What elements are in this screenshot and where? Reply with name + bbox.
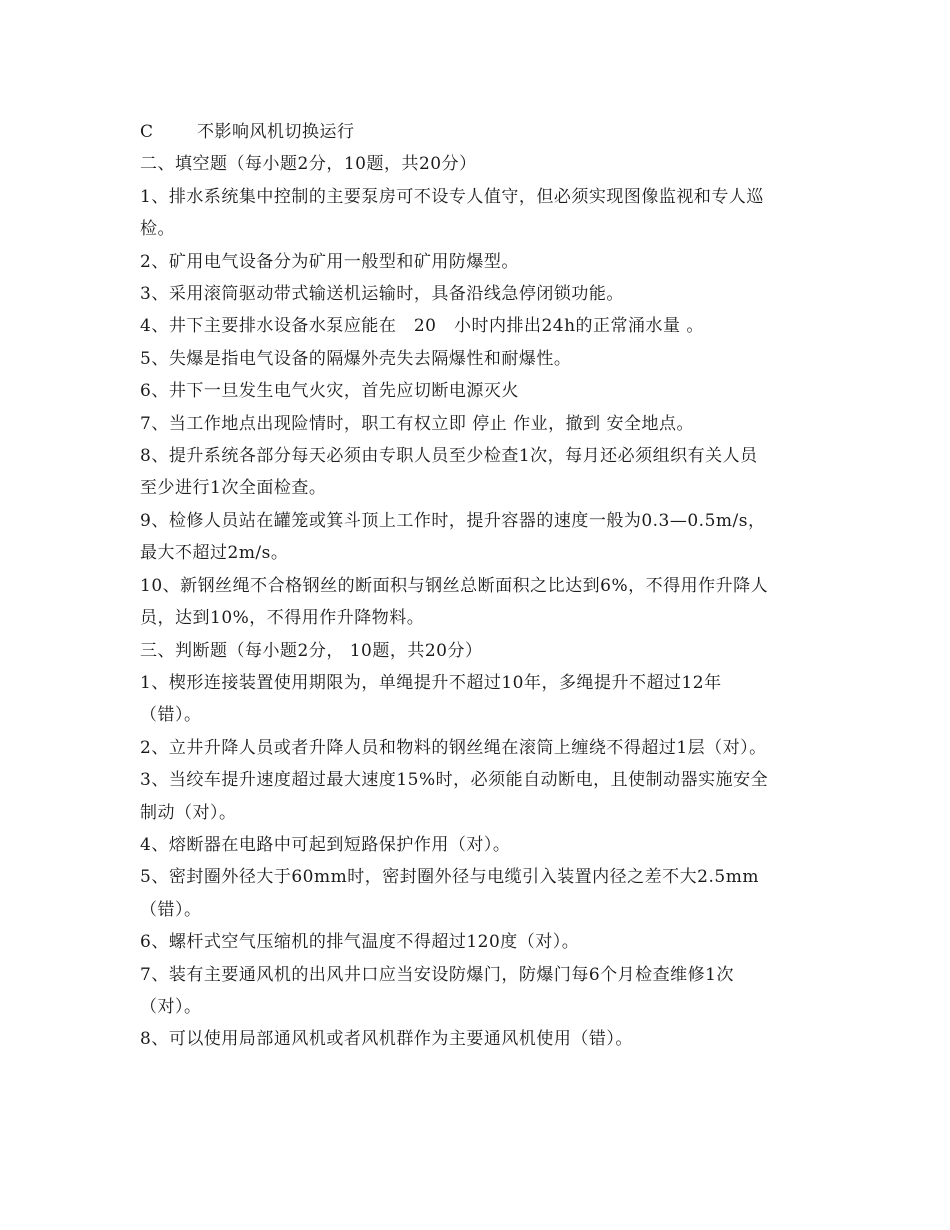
option-text: 不影响风机切换运行 [197,122,355,142]
question-line: 2、立井升降人员或者升降人员和物料的钢丝绳在滚筒上缠绕不得超过1层（对）。 [140,737,767,758]
question-item [140,959,820,1024]
question-line: 9、检修人员站在罐笼或箕斗顶上工作时，提升容器的速度一般为0.3—0.5m/s， [140,510,766,531]
question-line: 至少进行1次全面检查。 [140,478,327,499]
question-item [140,408,820,440]
option-c-line [140,116,820,148]
question-line: 3、当绞车提升速度超过最大速度15%时，必须能自动断电，且使制动器实施安全 [140,770,769,791]
document-body [140,116,820,1056]
question-line: 7、装有主要通风机的出风井口应当安设防爆门，防爆门每6个月检查维修1次 [140,964,734,985]
question-line: 检。 [140,219,175,240]
question-line: 4、井下主要排水设备水泵应能在 20 小时内排出24h的正常涌水量 。 [140,316,704,337]
question-line: 制动（对）。 [140,802,237,823]
question-line: 5、密封圈外径大于60mm时，密封圈外径与电缆引入装置内径之差不大2.5mm [140,867,759,888]
question-line: 10、新钢丝绳不合格钢丝的断面积与钢丝总断面积之比达到6%，不得用作升降人 [140,575,769,596]
question-line: （错）。 [140,705,202,726]
question-item [140,246,820,278]
question-item [140,505,820,570]
question-line: 员，达到10%，不得用作升降物料。 [140,608,425,629]
question-line: 1、楔形连接装置使用期限为，单绳提升不超过10年，多绳提升不超过12年 [140,672,722,693]
question-line: 5、失爆是指电气设备的隔爆外壳失去隔爆性和耐爆性。 [140,348,572,369]
question-item [140,278,820,310]
option-letter: C [140,122,154,142]
question-line: 6、螺杆式空气压缩机的排气温度不得超过120度（对）。 [140,932,580,953]
question-item [140,926,820,958]
question-item [140,343,820,375]
question-item [140,1023,820,1055]
question-item [140,375,820,407]
question-line: 4、熔断器在电路中可起到短路保护作用（对）。 [140,834,511,855]
question-item [140,764,820,829]
question-line: 最大不超过2m/s。 [140,543,289,564]
question-item [140,310,820,342]
question-item [140,829,820,861]
question-item [140,181,820,246]
question-item [140,732,820,764]
question-line: （对）。 [140,996,202,1017]
question-item [140,570,820,635]
question-line: 3、采用滚筒驱动带式输送机运输时，具备沿线急停闭锁功能。 [140,284,624,305]
question-line: 7、当工作地点出现险情时，职工有权立即 停止 作业，撤到 安全地点。 [140,413,695,434]
question-line: 6、井下一旦发生电气火灾，首先应切断电源灭火 [140,381,519,402]
section-heading-fill-blank: 二、填空题（每小题2分，10题，共20分） [140,154,477,175]
section-heading-true-false: 三、判断题（每小题2分， 10题，共20分） [140,640,483,661]
question-line: 8、提升系统各部分每天必须由专职人员至少检查1次，每月还必须组织有关人员 [140,446,758,467]
question-item [140,667,820,732]
question-line: 2、矿用电气设备分为矿用一般型和矿用防爆型。 [140,251,519,272]
question-item [140,861,820,926]
question-line: 1、排水系统集中控制的主要泵房可不设专人值守，但必须实现图像监视和专人巡 [140,186,764,207]
question-item [140,440,820,505]
question-line: （错）。 [140,899,202,920]
question-line: 8、可以使用局部通风机或者风机群作为主要通风机使用（错）。 [140,1029,633,1050]
